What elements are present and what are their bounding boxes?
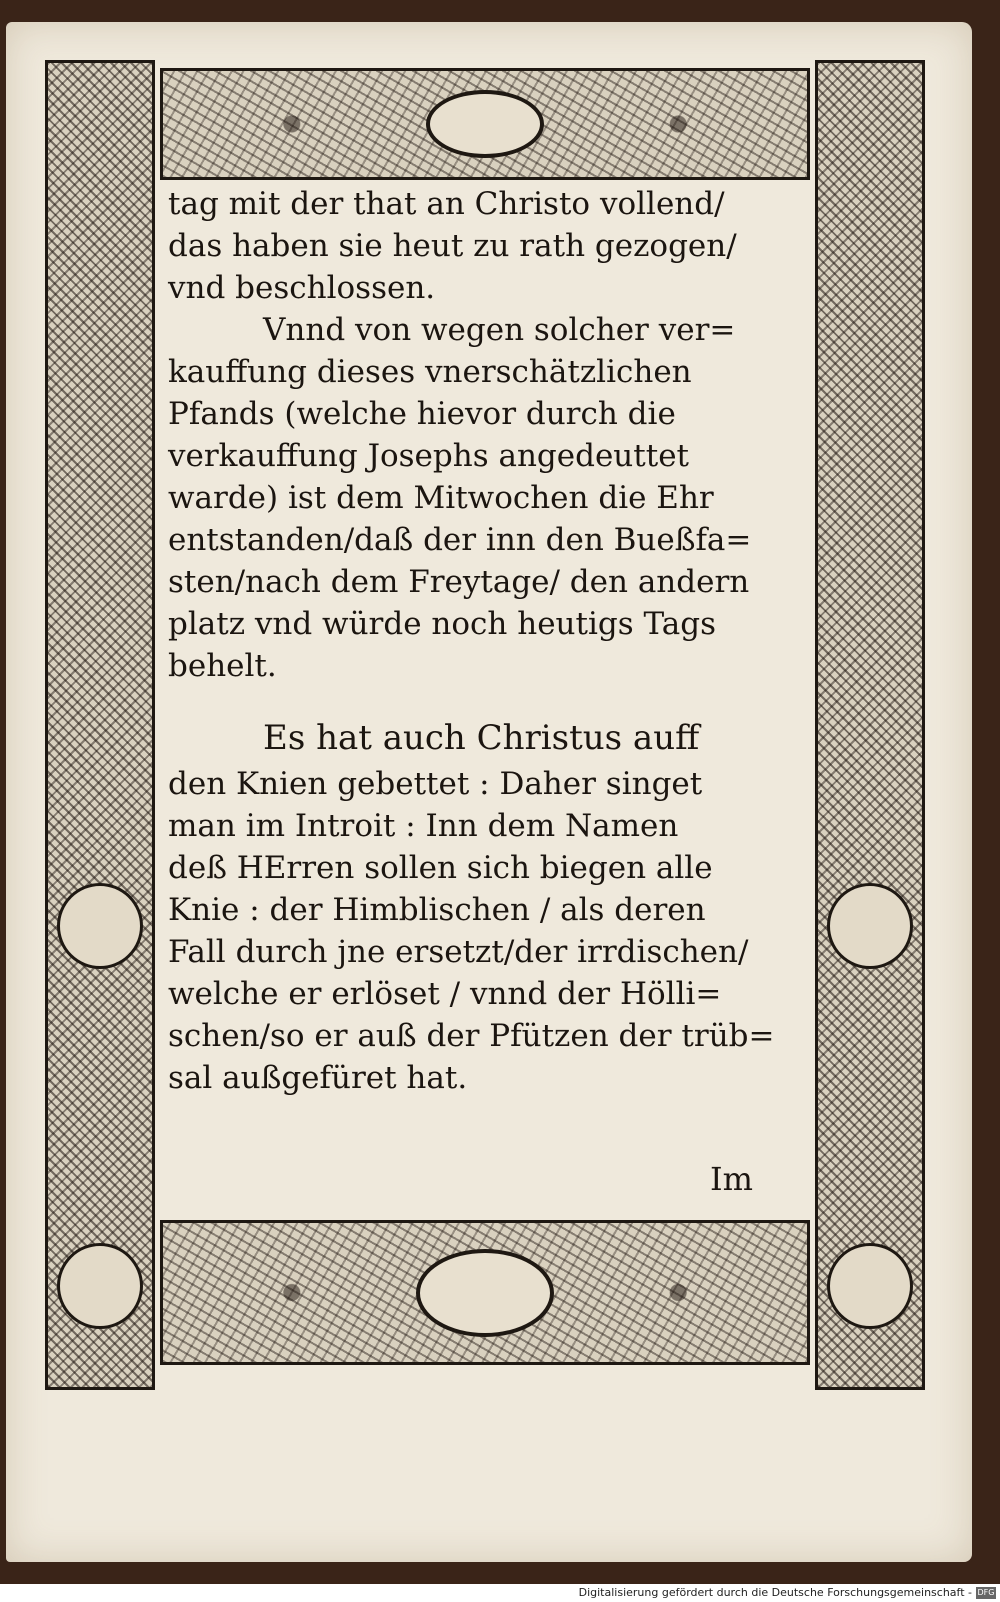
text-line: platz vnd würde noch heutigs Tags xyxy=(168,606,716,642)
text-line: Vnnd von wegen solcher ver= xyxy=(263,312,736,348)
medallion-ornament-icon xyxy=(827,1243,913,1329)
text-line: deß HErren sollen sich biegen alle xyxy=(168,850,713,886)
text-line: das haben sie heut zu rath gezogen/ xyxy=(168,228,737,264)
body-text xyxy=(168,183,778,1099)
text-line: warde) ist dem Mitwochen die Ehr xyxy=(168,480,714,516)
catchword: Im xyxy=(710,1160,753,1198)
border-right-ornament xyxy=(815,60,925,1390)
border-bottom-ornament xyxy=(160,1220,810,1365)
cartouche-icon xyxy=(426,90,544,158)
text-line: Fall durch jne ersetzt/der irrdischen/ xyxy=(168,934,749,970)
text-line: sal außgefüret hat. xyxy=(168,1060,468,1096)
footer-credit: Digitalisierung gefördert durch die Deutsche Forschungsgemeinschaft - xyxy=(578,1586,972,1599)
text-line: tag mit der that an Christo vollend/ xyxy=(168,186,725,222)
text-line: den Knien gebettet : Daher singet xyxy=(168,766,703,802)
text-line: Pfands (welche hievor durch die xyxy=(168,396,676,432)
text-line: Knie : der Himblischen / als deren xyxy=(168,892,706,928)
text-line: man im Introit : Inn dem Namen xyxy=(168,808,679,844)
text-line: kauffung dieses vnerschätzlichen xyxy=(168,354,692,390)
dfg-logo-icon: DFG xyxy=(977,1588,995,1597)
medallion-ornament-icon xyxy=(827,883,913,969)
text-line: welche er erlöset / vnnd der Hölli= xyxy=(168,976,722,1012)
text-line: sten/nach dem Freytage/ den andern xyxy=(168,564,750,600)
digitization-footer xyxy=(0,1584,1000,1602)
text-line: vnd beschlossen. xyxy=(168,270,436,306)
text-line: behelt. xyxy=(168,648,277,684)
text-line: Es hat auch Christus auff xyxy=(263,718,700,758)
cartouche-icon xyxy=(416,1249,554,1337)
text-line: verkauffung Josephs angedeuttet xyxy=(168,438,689,474)
text-line: schen/so er auß der Pfützen der trüb= xyxy=(168,1018,775,1054)
border-left-ornament xyxy=(45,60,155,1390)
medallion-ornament-icon xyxy=(57,1243,143,1329)
medallion-ornament-icon xyxy=(57,883,143,969)
text-line: entstanden/daß der inn den Bueßfa= xyxy=(168,522,752,558)
border-top-ornament xyxy=(160,68,810,180)
